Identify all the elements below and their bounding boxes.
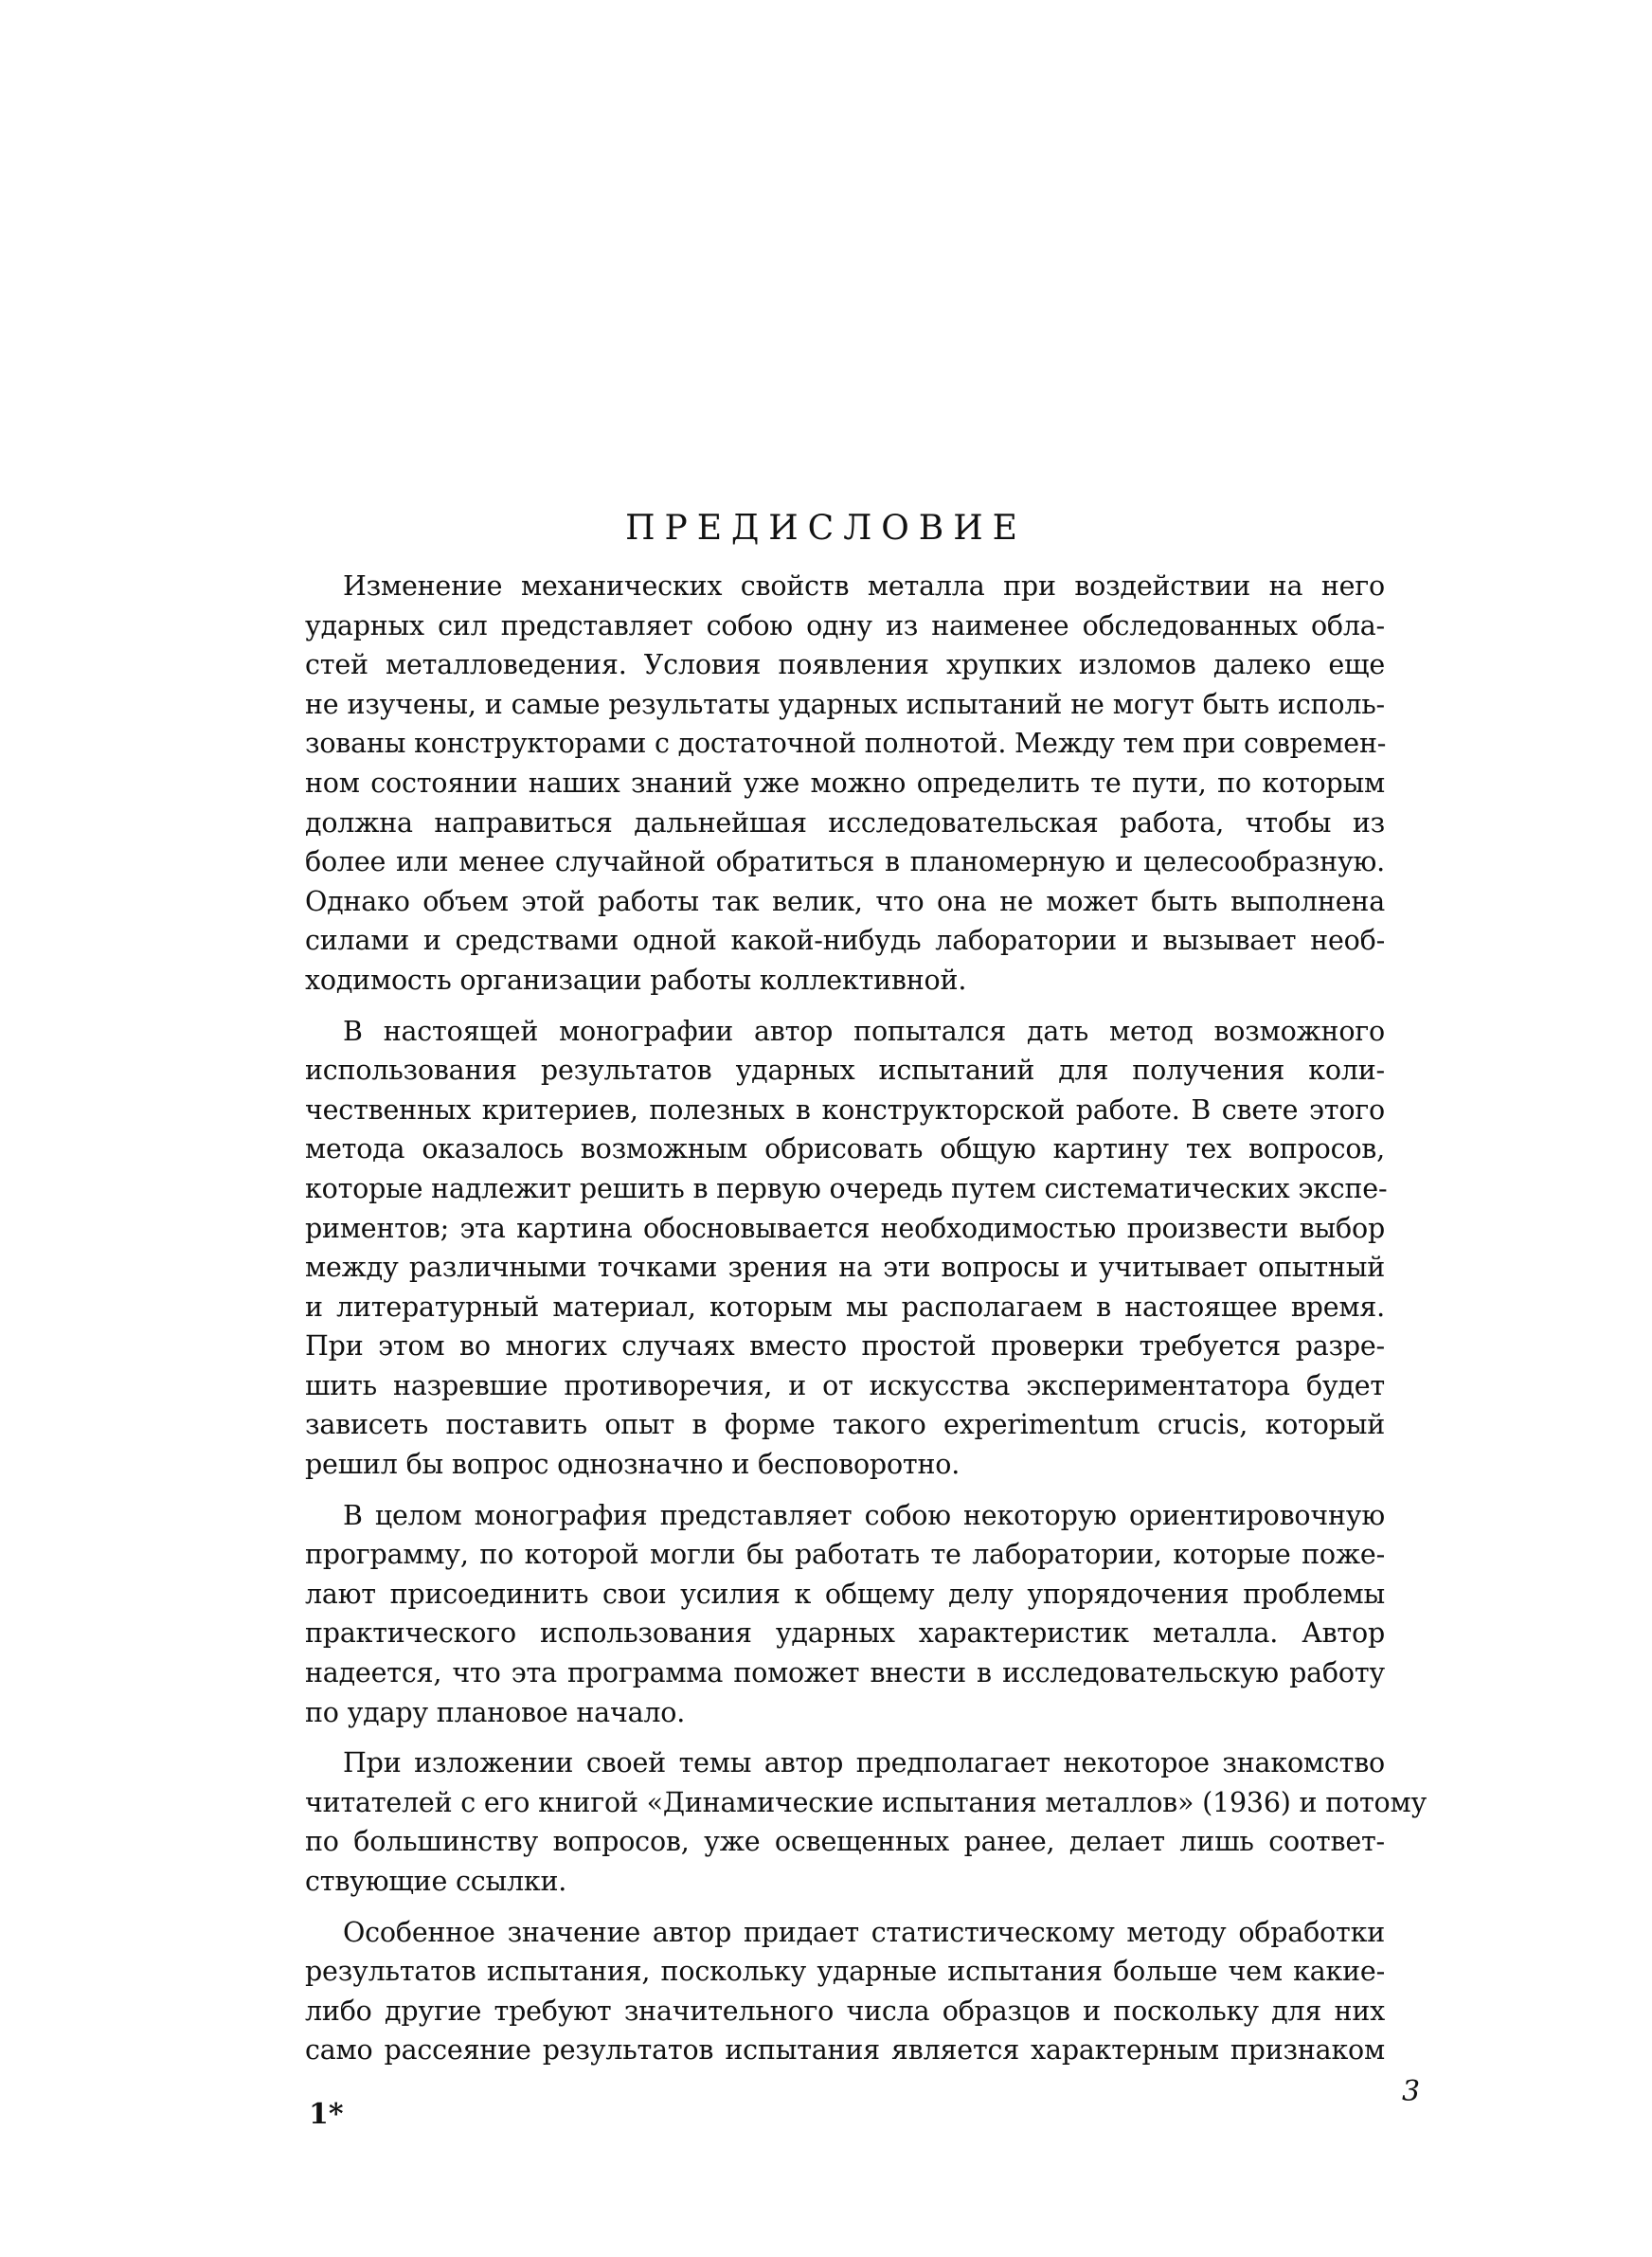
text-line: стей металловедения. Условия появления хрупких изломов далеко еще <box>305 649 1385 681</box>
text-line: зависеть поставить опыт в форме такого experimentum crucis, который <box>305 1409 1385 1441</box>
text-line: не изучены, и самые результаты ударных испытаний не могут быть исполь- <box>305 688 1385 720</box>
text-line: более или менее случайной обратиться в планомерную и целесообразную. <box>305 846 1385 878</box>
text-line: по большинству вопросов, уже освещенных ранее, делает лишь соответ- <box>305 1826 1385 1858</box>
text-line: В настоящей монографии автор попытался дать метод возможного <box>343 1015 1385 1047</box>
text-line: силами и средствами одной какой-нибудь лаборатории и вызывает необ- <box>305 925 1385 957</box>
text-line: риментов; эта картина обосновывается необходимостью произвести выбор <box>305 1212 1385 1244</box>
text-line: метода оказалось возможным обрисовать общую картину тех вопросов, <box>305 1133 1385 1165</box>
text-line: и литературный материал, которым мы располагаем в настоящее время. <box>305 1291 1385 1323</box>
text-line: которые надлежит решить в первую очередь путем систематических экспе- <box>305 1172 1388 1204</box>
text-line: шить назревшие противоречия, и от искусства экспериментатора будет <box>305 1369 1385 1401</box>
text-line: ударных сил представляет собою одну из наименее обследованных обла- <box>305 609 1385 641</box>
paragraph-2 <box>305 1012 1388 1485</box>
text-line: При этом во многих случаях вместо простой проверки требуется разре- <box>305 1330 1385 1363</box>
text-line: зованы конструкторами с достаточной полнотой. Между тем при современ- <box>305 728 1387 760</box>
text-line: между различными точками зрения на эти вопросы и учитывает опытный <box>305 1252 1385 1284</box>
text-line: практического использования ударных характеристик металла. Автор <box>305 1617 1385 1650</box>
text-line: ходимость организации работы коллективной. <box>305 964 967 996</box>
text-line: само рассеяние результатов испытания является характерным признаком <box>305 2034 1385 2067</box>
text-line: Изменение механических свойств металла при воздействии на него <box>343 570 1385 602</box>
paragraph-4 <box>305 1743 1428 1901</box>
text-line: решил бы вопрос однозначно и бесповоротно. <box>305 1449 961 1481</box>
text-line: Особенное значение автор придает статистическому методу обработки <box>343 1916 1385 1948</box>
text-line: Однако объем этой работы так велик, что она не может быть выполнена <box>305 885 1385 917</box>
text-line: программу, по которой могли бы работать те лаборатории, которые поже- <box>305 1539 1385 1571</box>
text-line: надеется, что эта программа поможет внести в исследовательскую работу <box>305 1657 1385 1689</box>
text-line: либо другие требуют значительного числа образцов и поскольку для них <box>305 1995 1385 2027</box>
body-text <box>305 567 1428 2082</box>
text-line: лают присоединить свои усилия к общему делу упорядочения проблемы <box>305 1578 1385 1610</box>
text-line: результатов испытания, поскольку ударные испытания больше чем какие- <box>305 1956 1385 1988</box>
text-line: При изложении своей темы автор предполагает некоторое знакомство <box>343 1747 1385 1779</box>
paragraph-1 <box>305 567 1385 1001</box>
page-title: ПРЕДИСЛОВИЕ <box>625 509 1027 548</box>
text-line: чественных критериев, полезных в конструкторской работе. В свете этого <box>305 1093 1385 1126</box>
text-line: ном состоянии наших знаний уже можно определить те пути, по которым <box>305 767 1385 799</box>
paragraph-3 <box>305 1496 1385 1733</box>
paragraph-5 <box>305 1913 1385 2070</box>
text-line: читателей с его книгой «Динамические испытания металлов» (1936) и потому <box>305 1786 1428 1818</box>
signature-mark: 1* <box>309 2098 344 2131</box>
text-line: В целом монография представляет собою некоторую ориентировочную <box>343 1499 1385 1531</box>
text-line: должна направиться дальнейшая исследовательская работа, чтобы из <box>305 806 1385 839</box>
text-line: использования результатов ударных испытаний для получения коли- <box>305 1055 1385 1087</box>
text-line: по удару плановое начало. <box>305 1696 686 1728</box>
page-number: 3 <box>1402 2075 1421 2108</box>
text-line: ствующие ссылки. <box>305 1866 567 1897</box>
